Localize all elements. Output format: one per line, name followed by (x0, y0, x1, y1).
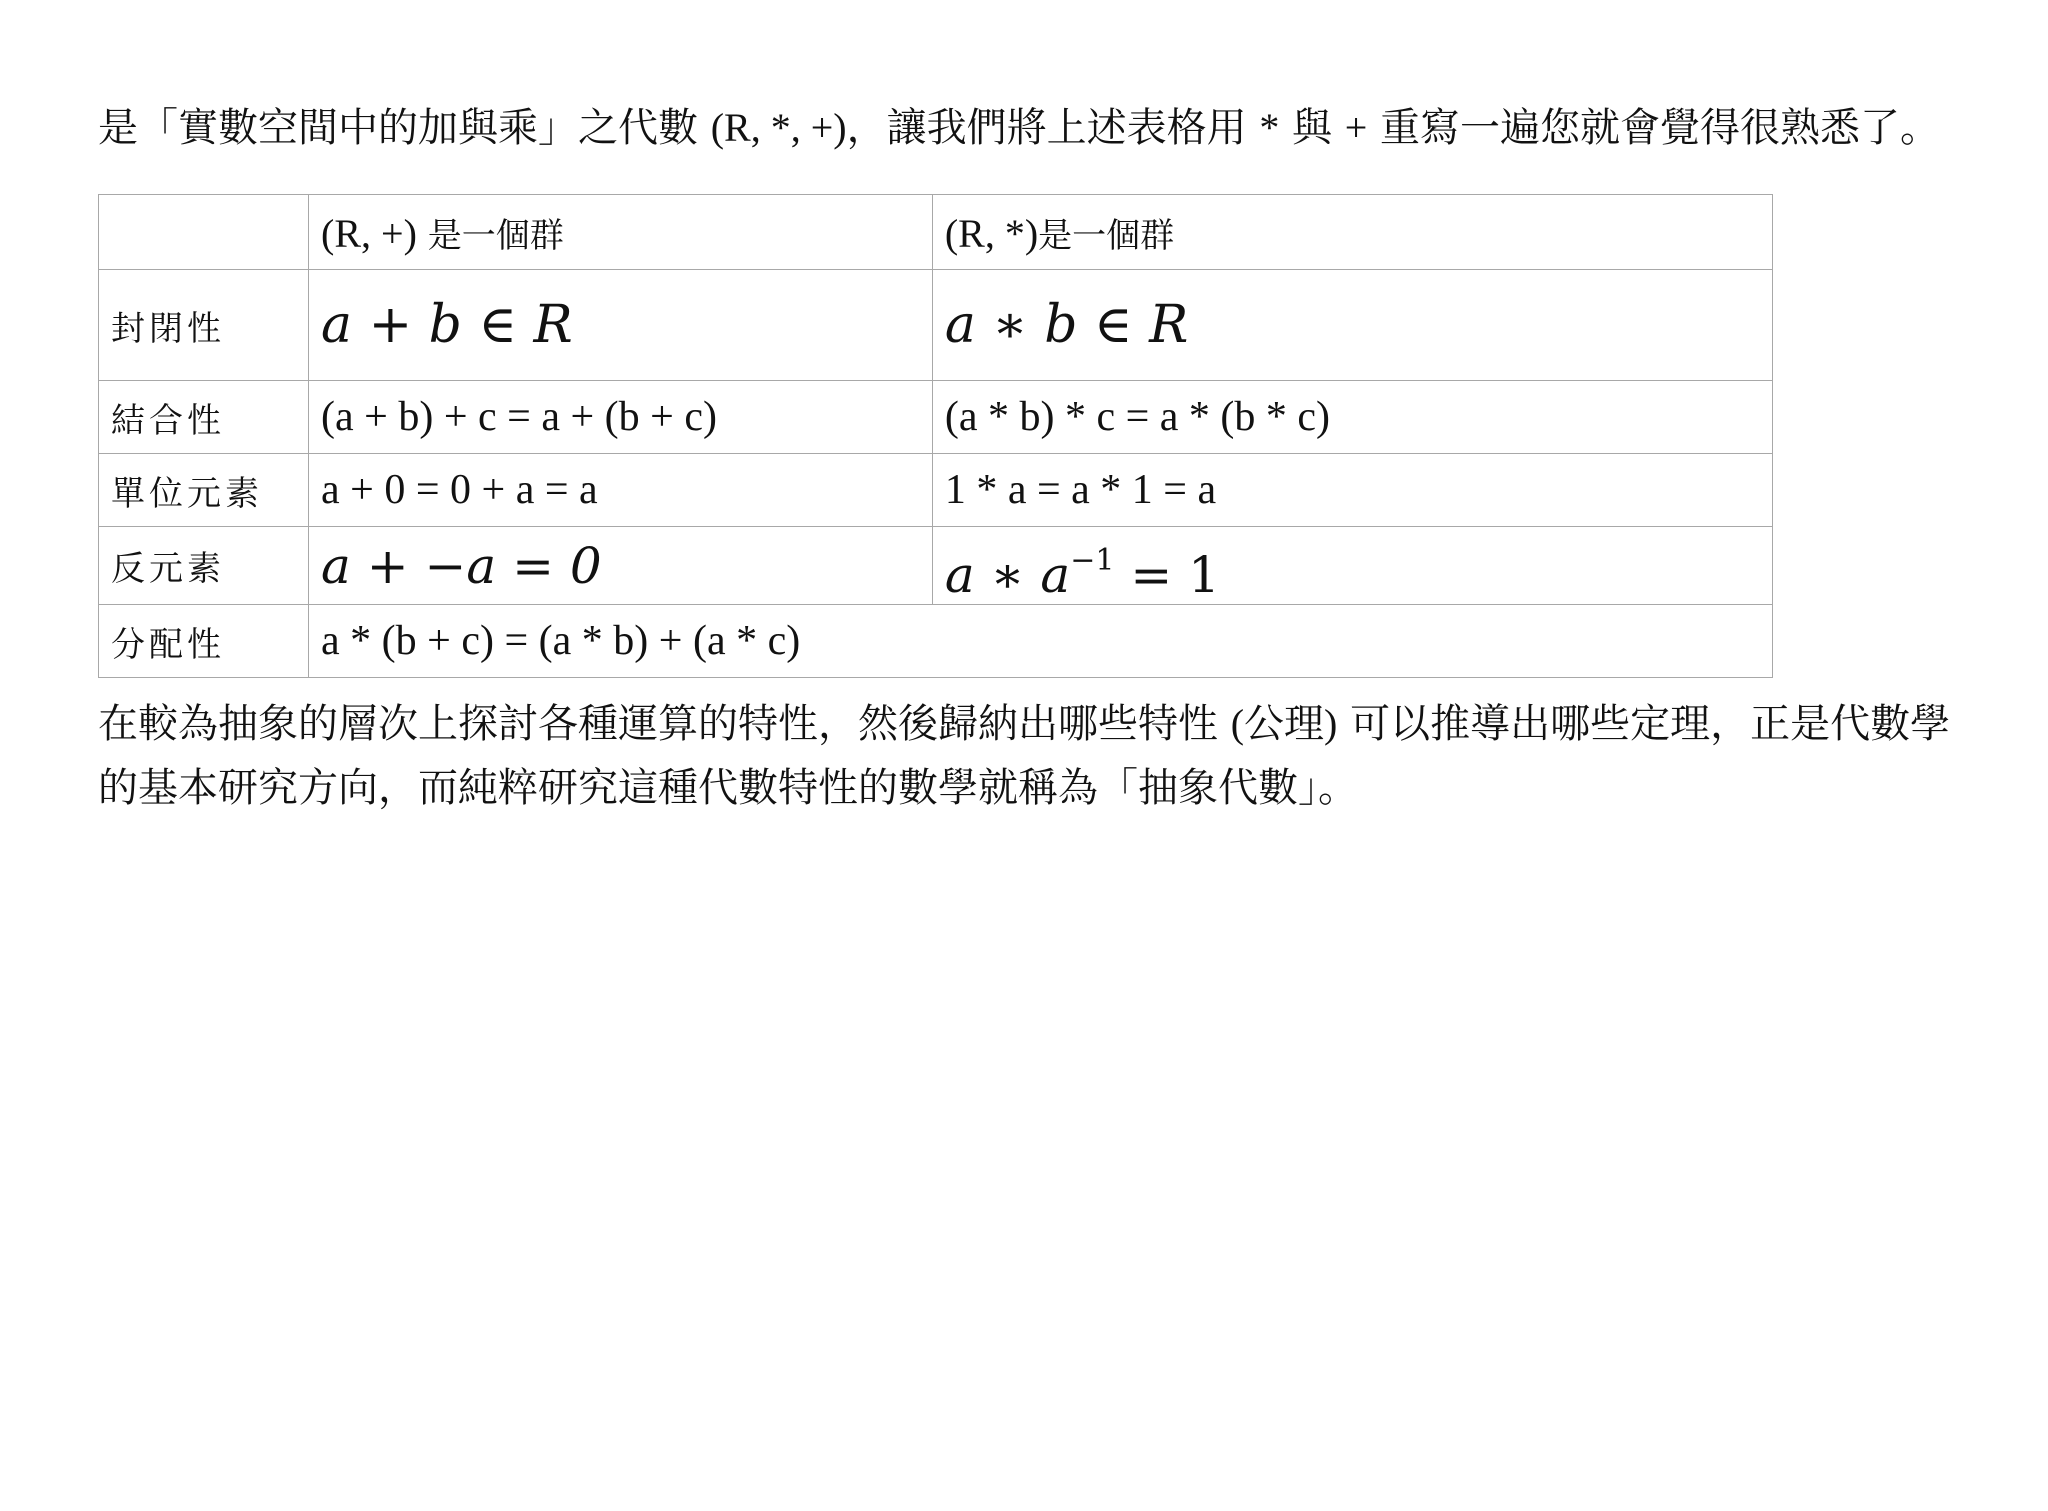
conclusion-axiom: (公理) (1230, 701, 1338, 746)
distributivity-formula: a * (b + c) = (a * b) + (a * c) (309, 605, 1773, 678)
row-label-distributivity: 分配性 (99, 605, 309, 678)
identity-mul-formula: 1 * a = a * 1 = a (932, 454, 1772, 527)
table-header-row (99, 195, 1773, 270)
intro-paragraph (98, 96, 1958, 160)
assoc-add-formula: (a + b) + c = a + (b + c) (309, 381, 933, 454)
intro-text-1: 是「實數空間中的加與乘」之代數 (98, 105, 711, 151)
group-properties-table (98, 194, 1773, 678)
intro-star-symbol: * (1259, 105, 1280, 150)
identity-add-formula: a + 0 = 0 + a = a (309, 454, 933, 527)
table-row (99, 454, 1773, 527)
inverse-add-formula: a + −a = 0 (309, 527, 933, 605)
row-label-associativity: 結合性 (99, 381, 309, 454)
conclusion-text-1: 在較為抽象的層次上探討各種運算的特性，然後歸納出哪些特性 (98, 701, 1231, 747)
table-row (99, 381, 1773, 454)
intro-plus-symbol: + (1344, 105, 1368, 150)
table-row (99, 270, 1773, 381)
row-label-identity: 單位元素 (99, 454, 309, 527)
inverse-mul-formula: a ∗ $a^{-1} = 1$ (932, 527, 1772, 605)
row-label-inverse: 反元素 (99, 527, 309, 605)
inverse-exponent: −1 (1070, 543, 1115, 578)
conclusion-paragraph (98, 692, 1958, 820)
header-mul-group: (R, *)是一個群 (932, 195, 1772, 270)
header-add-group: (R, +) 是一個群 (309, 195, 933, 270)
table-row (99, 605, 1773, 678)
intro-text-3: 與 (1279, 105, 1345, 151)
header-empty-cell (99, 195, 309, 270)
table-row (99, 527, 1773, 605)
closure-add-formula: a + b ∈ R (309, 270, 933, 381)
conclusion-text-2: 可以推導出哪些定理，正是代數學的基本研究方向，而純粹研究這種代數特性的數學就稱為「抽象代數」。 (98, 701, 1951, 811)
closure-mul-formula: a ∗ b ∈ R (932, 270, 1772, 381)
assoc-mul-formula: (a * b) * c = a * (b * c) (932, 381, 1772, 454)
intro-text-2: ，讓我們將上述表格用 (846, 105, 1260, 151)
intro-text-4: 重寫一遍您就會覺得很熟悉了。 (1367, 105, 1941, 151)
row-label-closure: 封閉性 (99, 270, 309, 381)
document-page (98, 96, 1958, 820)
intro-algebra: (R, *, +) (710, 105, 847, 150)
